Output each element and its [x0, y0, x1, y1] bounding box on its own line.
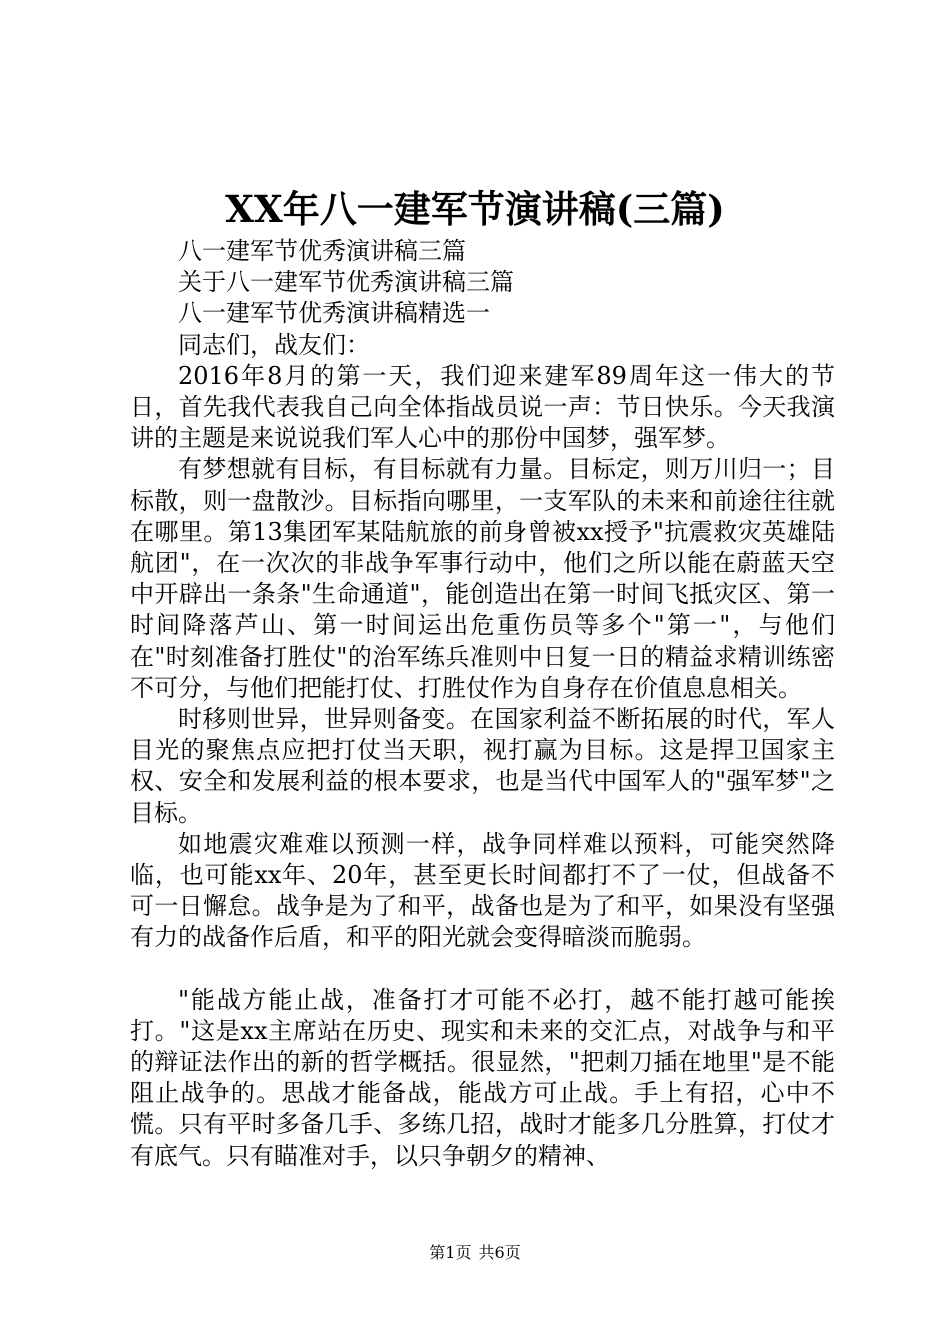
document-title: XX年八一建军节演讲稿(三篇): [225, 187, 725, 231]
body-paragraph: 时移则世异，世异则备变。在国家利益不断拓展的时代，军人目光的聚焦点应把打仗当天职，视打赢为目标。这是捍卫国家主权、安全和发展利益的根本要求，也是当代中国军人的"强军梦"之目标。: [130, 705, 835, 827]
page-number: 第1页: [429, 1243, 472, 1262]
document-body: [130, 236, 835, 1172]
subtitle-line-1: 八一建军节优秀演讲稿三篇: [178, 237, 466, 265]
page-total: 共6页: [478, 1243, 521, 1262]
salutation: 同志们，战友们：: [178, 330, 370, 359]
page-footer: [0, 1243, 950, 1263]
body-paragraph: "能战方能止战，准备打才可能不必打，越不能打越可能挨打。"这是xx主席站在历史、现实和未来的交汇点，对战争与和平的辩证法作出的新的哲学概括。很显然，"把刺刀插在地里"是不能阻止战争的。思战才能备战，能战方可止战。手上有招，心中不慌。只有平时多备几手、多练几招，战时才能多几分胜算，打仗才有底气。只有瞄准对手，以只争朝夕的精神、: [130, 985, 835, 1170]
subtitle-line-2: 关于八一建军节优秀演讲稿三篇: [178, 268, 514, 297]
body-paragraph: 如地震灾难难以预测一样，战争同样难以预料，可能突然降临，也可能xx年、20年，甚至更长时间都打不了一仗，但战备不可一日懈怠。战争是为了和平，战备也是为了和平，如果没有坚强有力的战备作后盾，和平的阳光就会变得暗淡而脆弱。: [130, 829, 835, 952]
body-paragraph: 2016年8月的第一天，我们迎来建军89周年这一伟大的节日，首先我代表我自己向全体指战员说一声：节日快乐。今天我演讲的主题是来说说我们军人心中的那份中国梦，强军梦。: [130, 361, 835, 453]
body-paragraph: 有梦想就有目标，有目标就有力量。目标定，则万川归一；目标散，则一盘散沙。目标指向哪里，一支军队的未来和前途往往就在哪里。第13集团军某陆航旅的前身曾被xx授予"抗震救灾英雄陆航团"，在一次次的非战争军事行动中，他们之所以能在蔚蓝天空中开辟出一条条"生命通道"，能创造出在第一时间飞抵灾区、第一时间降落芦山、第一时间运出危重伤员等多个"第一"，与他们在"时刻准备打胜仗"的治军练兵准则中日复一日的精益求精训练密不可分，与他们把能打仗、打胜仗作为自身存在价值息息相关。: [130, 455, 835, 702]
subtitle-line-3: 八一建军节优秀演讲稿精选一: [178, 299, 490, 328]
